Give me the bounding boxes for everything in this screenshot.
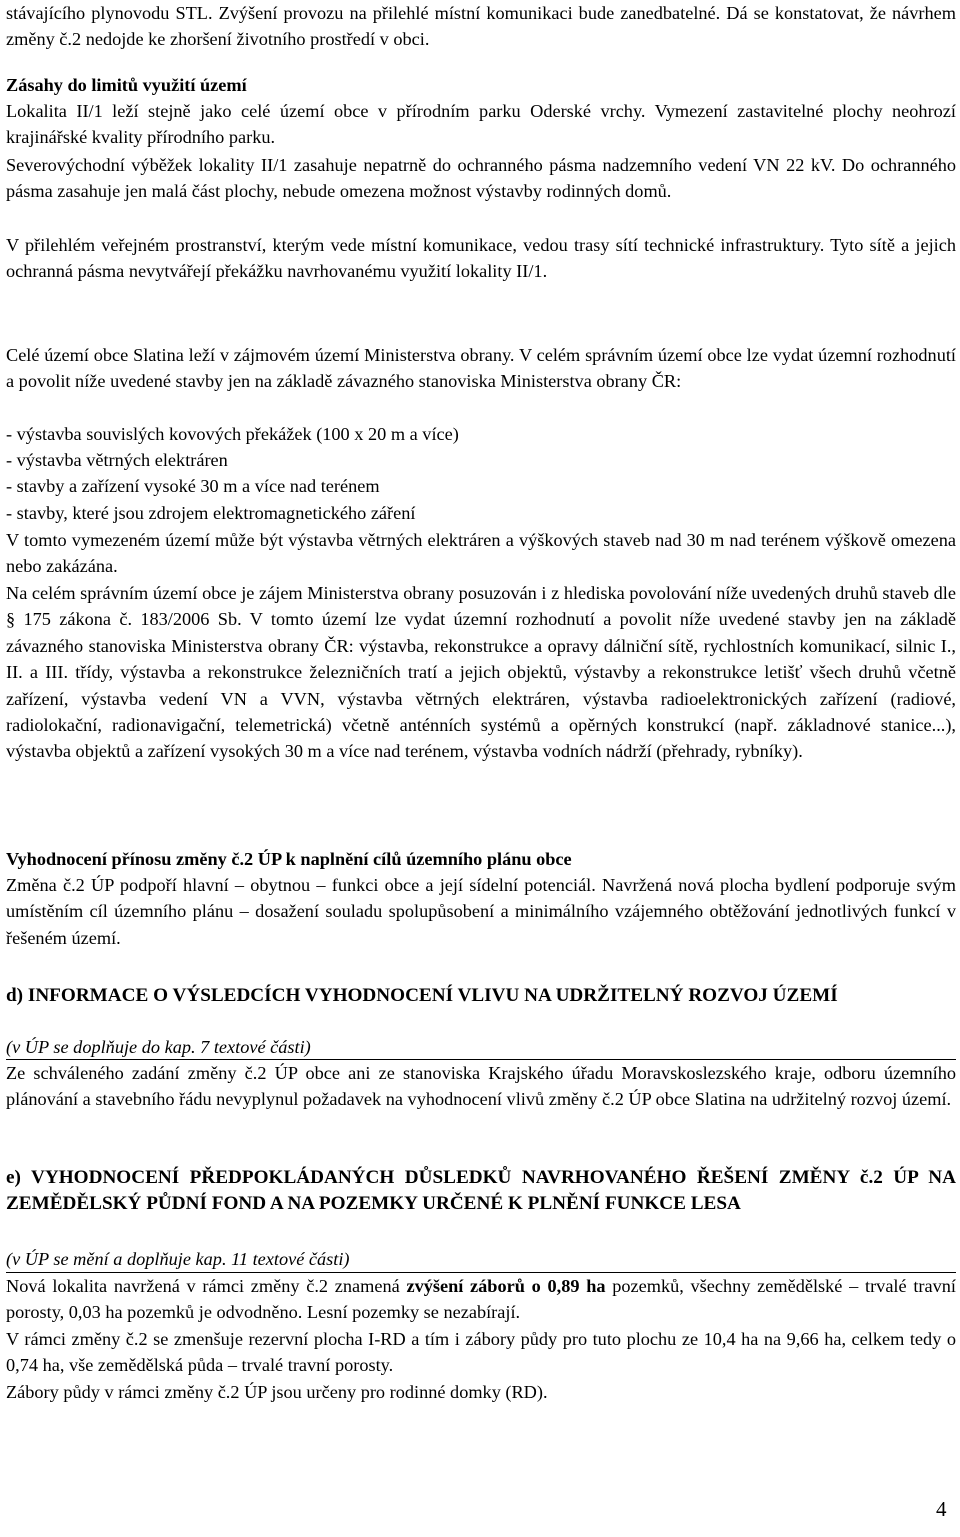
intro-paragraph: stávajícího plynovodu STL. Zvýšení provozu na přilehlé místní komunikaci bude zanedbatelné. Dá se konstatovat, že návrhem změny č.2 nedojde ke zhoršení životního prostředí v obci. <box>6 3 956 50</box>
paragraph: Změna č.2 ÚP podpoří hlavní – obytnou – funkci obce a její sídelní potenciál. Navržená nová plocha bydlení podporuje svým umístěním cíl územního plánu – dosažení souladu spolupůsobení a minimálního vzájemného obtěžování jednotlivých funkcí v řešeném území. <box>6 875 956 948</box>
list-item: - výstavba větrných elektráren <box>6 450 228 470</box>
note-e <box>6 1246 956 1272</box>
bold-text-run: zvýšení záborů o 0,89 ha <box>406 1276 606 1296</box>
paragraph: Ze schváleného zadání změny č.2 ÚP obce ani ze stanoviska Krajského úřadu Moravskoslezského kraje, odboru územního plánování a stavebního řádu nevyplynul požadavek na vyhodnocení vlivů změny č.2 ÚP obce Slatina na udržitelný rozvoj území. <box>6 1063 956 1110</box>
paragraph: Lokalita II/1 leží stejně jako celé území obce v přírodním parku Oderské vrchy. Vymezení zastavitelné plochy neohrozí krajinářské kvality přírodního parku. <box>6 101 956 148</box>
section-note: (v ÚP se mění a doplňuje kap. 11 textové části) <box>6 1249 350 1269</box>
text-run: pozemků, všechny zemědělské – trvalé travní porosty, 0,03 ha pozemků je odvodněno. Lesní pozemky se nezabírají. <box>6 1276 956 1323</box>
section-note: (v ÚP se doplňuje do kap. 7 textové části) <box>6 1037 311 1057</box>
section-heading-d: d) INFORMACE O VÝSLEDCÍCH VYHODNOCENÍ VLIVU NA UDRŽITELNÝ ROZVOJ ÚZEMÍ <box>6 985 838 1006</box>
paragraph: Na celém správním území obce je zájem Ministerstva obrany posuzován i z hlediska povolování níže uvedených druhů staveb dle § 175 zákona č. 183/2006 Sb. V tomto území lze vydat územní rozhodnutí a povolit níže uvedené stavby jen na základě závazného stanoviska Ministerstva obrany ČR: výstavba, rekonstrukce a opravy dálniční sítě, rychlostních komunikací, silnic I., II. a III. třídy, výstavba a rekonstrukce železničních tratí a jejich objektů, výstavby a rekonstrukce letišť všech druhů včetně zařízení, výstavba vedení VN a VVN, výstavba větrných elektráren, výstavba radioelektronických zařízení (radiové, radiolokační, radionavigační, telemetrická) včetně anténních systémů a opěrných konstrukcí (např. základnové stanice...), výstavba objektů a zařízení vysokých 30 m a více nad terénem, výstavba vodních nádrží (přehrady, rybníky). <box>6 583 956 762</box>
list-item: - stavby, které jsou zdrojem elektromagnetického záření <box>6 503 416 523</box>
page-number: 4 <box>936 1497 947 1521</box>
paragraph: V tomto vymezeném území může být výstavba větrných elektráren a výškových staveb nad 30 m nad terénem výškově omezena nebo zakázána. <box>6 530 956 577</box>
list-item: - výstavba souvislých kovových překážek (100 x 20 m a více) <box>6 424 459 444</box>
paragraph: V přilehlém veřejném prostranství, kterým vede místní komunikace, vedou trasy sítí technické infrastruktury. Tyto sítě a jejich ochranná pásma nevytvářejí překážku navrhovanému využití lokality II/1. <box>6 235 956 282</box>
section-heading-e: e) VYHODNOCENÍ PŘEDPOKLÁDANÝCH DŮSLEDKŮ NAVRHOVANÉHO ŘEŠENÍ ZMĚNY č.2 ÚP NA ZEMĚDĚLSKÝ PŮDNÍ FOND A NA POZEMKY URČENÉ K PLNĚNÍ FUNKCE LESA <box>6 1167 956 1215</box>
section-heading-zasahy: Zásahy do limitů využití území <box>6 75 247 95</box>
paragraph <box>6 1273 956 1326</box>
paragraph: Severovýchodní výběžek lokality II/1 zasahuje nepatrně do ochranného pásma nadzemního vedení VN 22 kV. Do ochranného pásma zasahuje jen malá část plochy, nebude omezena možnost výstavby rodinných domů. <box>6 155 956 202</box>
section-heading-vyhodnoceni: Vyhodnocení přínosu změny č.2 ÚP k naplnění cílů územního plánu obce <box>6 849 572 869</box>
paragraph: Zábory půdy v rámci změny č.2 ÚP jsou určeny pro rodinné domky (RD). <box>6 1382 548 1402</box>
paragraph: Celé území obce Slatina leží v zájmovém území Ministerstva obrany. V celém správním území obce lze vydat územní rozhodnutí a povolit níže uvedené stavby jen na základě závazného stanoviska Ministerstva obrany ČR: <box>6 345 956 392</box>
text-run: Nová lokalita navržená v rámci změny č.2 znamená <box>6 1276 407 1296</box>
note-d <box>6 1034 956 1060</box>
list-item: - stavby a zařízení vysoké 30 m a více nad terénem <box>6 476 380 496</box>
paragraph: V rámci změny č.2 se zmenšuje rezervní plocha I-RD a tím i zábory půdy pro tuto plochu ze 10,4 ha na 9,66 ha, celkem tedy o 0,74 ha, vše zemědělská půda – trvalé travní porosty. <box>6 1329 956 1376</box>
